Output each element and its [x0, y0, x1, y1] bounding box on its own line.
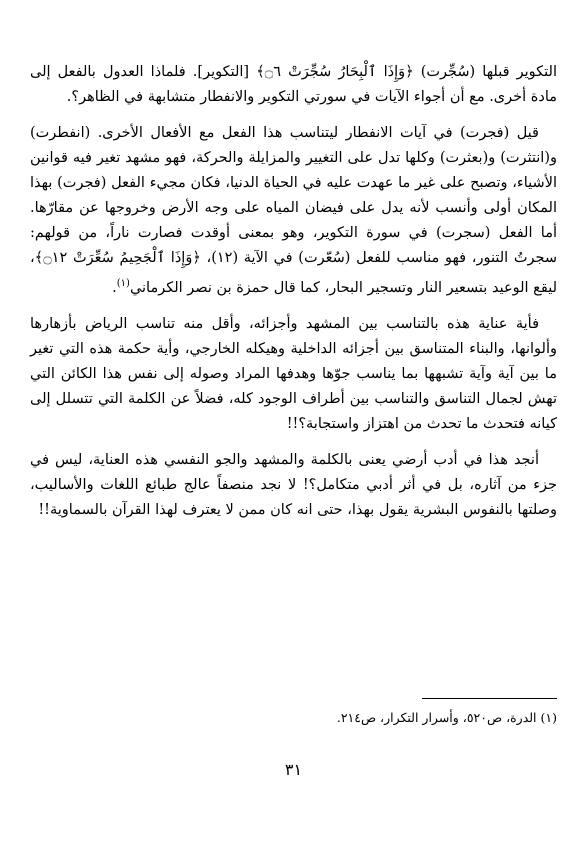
footnote-divider — [422, 698, 557, 699]
paragraph-earthly-literature: أنجد هذا في أدب أرضي يعنى بالكلمة والمشهد والجو النفسي هذه العناية، ليس في جزء من آثاره، بل في أثر أدبي متكامل؟! لا نجد منصفاً عالج طبائع اللغات والأساليب، وصلتها بالنفوس البشرية يقول بهذا، حتى انه كان ممن لا يعترف لهذا القرآن بالسماوية!! — [30, 451, 557, 518]
page-number: ٣١ — [284, 760, 303, 779]
footnote: (١) الدرة، ص٥٢٠، وأسرار التكرار، ص٢١٤. — [336, 710, 557, 725]
footnote-reference: (١) — [116, 278, 130, 289]
paragraph-harmony: فأية عناية هذه بالتناسب بين المشهد وأجزائه، وأقل منه تناسب الرياض بأزهارها وألوانها، والبناء المتناسق بين أجزائه الداخلية وهيكله الخارجي، وأية حكمة هذه التي تغير ما بين آية وآية تشبهها بما يناسب جوّها وهدفها المراد وصوله إلى نفس هذا الكائن التي تهش لجمال التناسق والتناسب بين أطراف الوجود كله، فضلاً عن الكلمة التي تتسلل إلى كيانه فتحدث ما تحدث من اهتزاز واستجابة؟!! — [30, 315, 557, 432]
paragraph-continuation: التكوير قبلها (سُجِّرت) ﴿وَإِذَا ٱلْبِحَارُ سُجِّرَتْ ۝٦﴾ [التكوير]. فلماذا العدول بالفعل إلى مادة أخرى. مع أن أجواء الآيات في سورتي التكوير والانفطار متشابهة في الظاهر؟. — [30, 64, 557, 105]
paragraph-fajarat-sujjirat: قيل (فجرت) في آيات الانفطار ليتناسب هذا الفعل مع الأفعال الأخرى. (انفطرت) و(انتثرت) و(بعثرت) وكلها تدل على التغيير والمزايلة والحركة، فهو مشهد تغير فيه قوانين الأشياء، وتصبح على غير ما عهدت عليه في الحياة الدنيا، فكان مجيء الفعل (فجرت) بهذا المكان أولى وأنسب لأنه يدل على فيضان المياه على وجه الأرض وخروجها عن مقارّها. أما الفعل (سجرت) في سورة التكوير، وهو بمعنى أوقدت فصارت ناراً، من قولهم: سجرتُ التنور، فهو مناسب للفعل (سُعّرت) في الآية (١٢)، ﴿وَإِذَا ٱلْجَحِيمُ سُعِّرَتْ ۝١٢﴾، ليقع الوعيد بتسعير النار وتسجير البحار، كما قال حمزة بن نصر الكرماني$^{(١)}$. — [30, 125, 557, 296]
body-text — [30, 60, 557, 534]
paragraph-text: قيل (فجرت) في آيات الانفطار ليتناسب هذا الفعل مع الأفعال الأخرى. (انفطرت) و(انتثرت) و(بعثرت) وكلها تدل على التغيير والمزايلة والحركة، فهو مشهد تغير فيه قوانين الأشياء، وتصبح على غير ما عهدت عليه في الحياة الدنيا، فكان مجيء الفعل (فجرت) بهذا المكان أولى وأنسب لأنه يدل على فيضان المياه على وجه الأرض وخروجها عن مقارّها. أما الفعل (سجرت) في سورة التكوير، وهو بمعنى أوقدت فصارت ناراً، من قولهم: سجرتُ التنور، فهو مناسب للفعل (سُعّرت) في الآية (١٢)، ﴿وَإِذَا ٱلْجَحِيمُ سُعِّرَتْ ۝١٢﴾، ليقع الوعيد بتسعير النار وتسجير البحار، كما قال حمزة بن نصر الكرماني — [30, 125, 557, 296]
